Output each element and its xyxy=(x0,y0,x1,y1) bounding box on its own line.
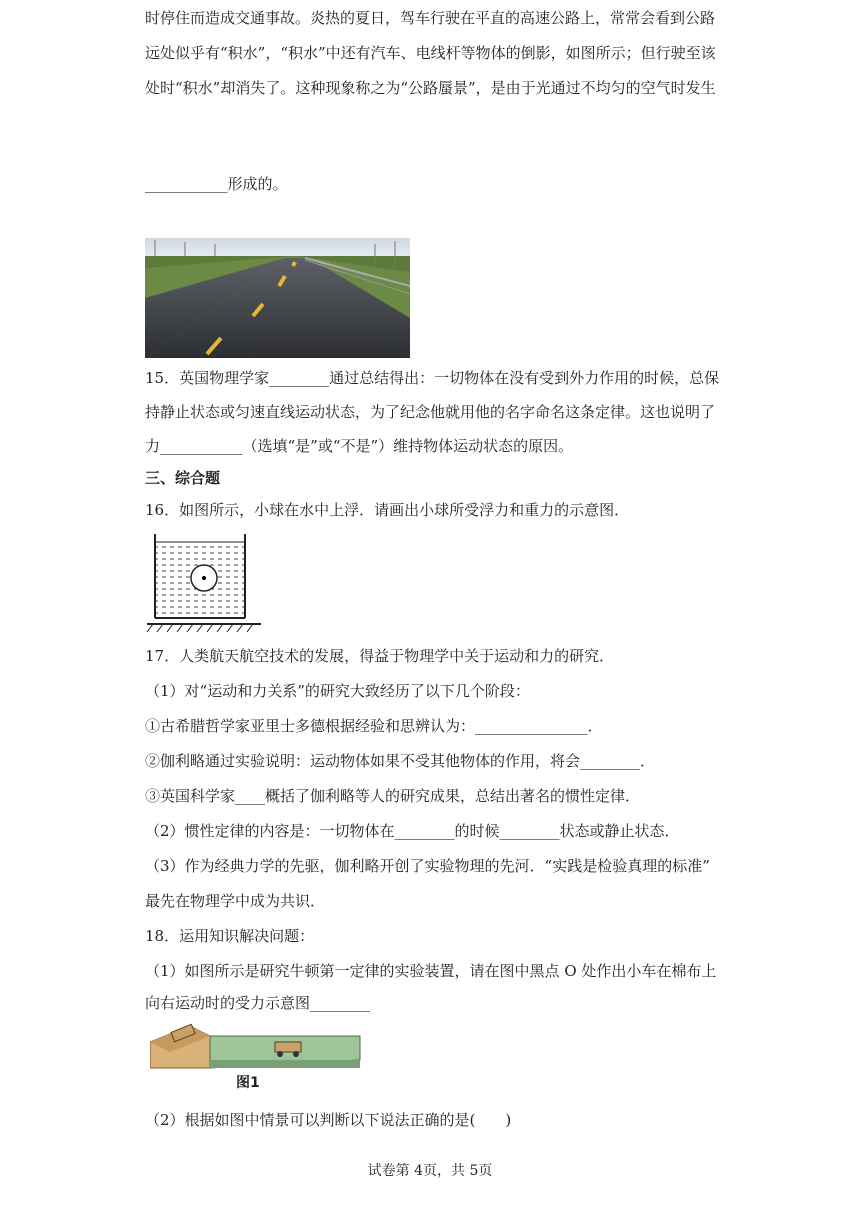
q15-text-line-3: 力___________（选填“是”或“不是”）维持物体运动状态的原因。 xyxy=(145,437,574,455)
q17-text-line-1: 17．人类航天航空技术的发展，得益于物理学中关于运动和力的研究． xyxy=(145,647,615,665)
beaker-ball-figure xyxy=(145,532,270,634)
q18-text-line-4: （2）根据如图中情景可以判断以下说法正确的是( ) xyxy=(145,1111,512,1129)
q17-text-line-3: ①古希腊哲学家亚里士多德根据经验和思辨认为：_______________． xyxy=(145,717,603,735)
q16-text: 16．如图所示，小球在水中上浮．请画出小球所受浮力和重力的示意图． xyxy=(145,501,630,519)
section-heading: 三、综合题 xyxy=(145,469,221,487)
q14-text-line-2: 远处似乎有“积水”，“积水”中还有汽车、电线杆等物体的倒影，如图所示；但行驶至该 xyxy=(145,44,716,62)
q14-text-line-3: 处时“积水”却消失了。这种现象称之为“公路蜃景”，是由于光通过不均匀的空气时发生 xyxy=(145,79,716,97)
q15-text-line-2: 持静止状态或匀速直线运动状态，为了纪念他就用他的名字命名这条定律。这也说明了 xyxy=(145,403,716,421)
q18-text-line-1: 18．运用知识解决问题： xyxy=(145,927,315,945)
q17-text-line-4: ②伽利略通过实验说明：运动物体如果不受其他物体的作用，将会________． xyxy=(145,752,656,770)
q18-text-line-3: 向右运动时的受力示意图________ xyxy=(145,994,371,1012)
q14-text-line-4: ___________形成的。 xyxy=(145,175,288,193)
q17-text-line-5: ③英国科学家____概括了伽利略等人的研究成果，总结出著名的惯性定律． xyxy=(145,787,641,805)
highway-photo xyxy=(145,238,410,358)
newton-first-law-figure xyxy=(150,1020,365,1092)
q18-text-line-2: （1）如图所示是研究牛顿第一定律的实验装置，请在图中黑点 O 处作出小车在棉布上 xyxy=(145,962,717,980)
q17-text-line-6: （2）惯性定律的内容是：一切物体在________的时候________状态或静止状态． xyxy=(145,822,680,840)
q15-text-line-1: 15．英国物理学家________通过总结得出：一切物体在没有受到外力作用的时候，总保 xyxy=(145,369,720,387)
q17-text-line-2: （1）对“运动和力关系”的研究大致经历了以下几个阶段： xyxy=(145,682,530,700)
q17-text-line-8: 最先在物理学中成为共识． xyxy=(145,892,326,910)
page-footer: 试卷第 4页，共 5页 xyxy=(367,1163,493,1179)
q17-text-line-7: （3）作为经典力学的先驱，伽利略开创了实验物理的先河．“实践是检验真理的标准” xyxy=(145,857,710,875)
figure-1-caption: 图1 xyxy=(236,1075,260,1091)
q14-text-line-1: 时停住而造成交通事故。炎热的夏日，驾车行驶在平直的高速公路上，常常会看到公路 xyxy=(145,9,716,27)
